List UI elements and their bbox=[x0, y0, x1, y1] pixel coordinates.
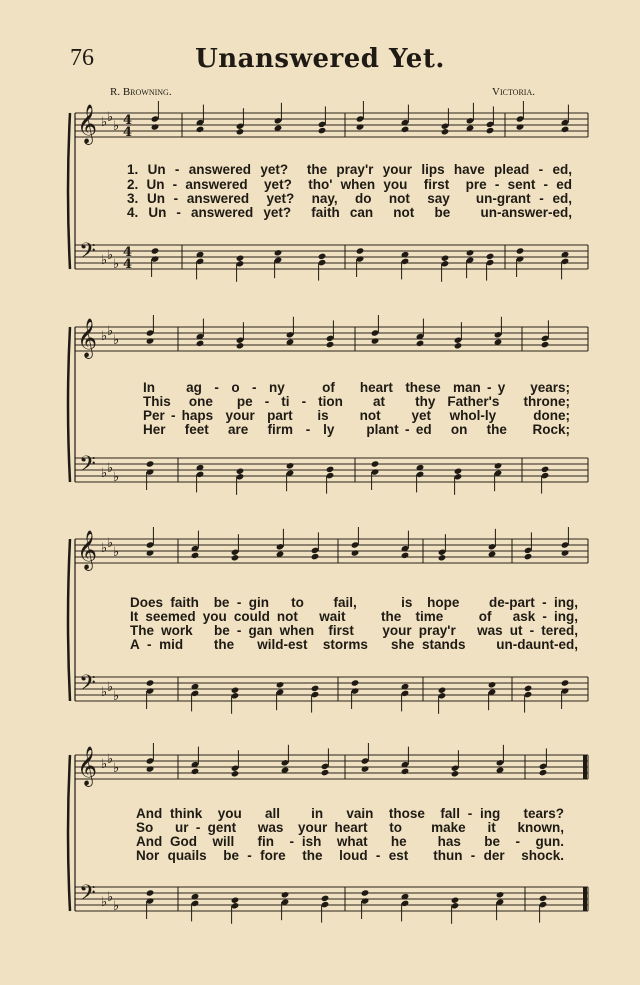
lyric-line: And God will fin - ish what he has be - gun. bbox=[136, 834, 564, 849]
flat-icon: ♭ bbox=[101, 685, 108, 700]
flat-icon: ♭ bbox=[101, 253, 108, 268]
time-signature: 4 bbox=[123, 125, 133, 140]
flat-icon: ♭ bbox=[101, 466, 108, 481]
flat-icon: ♭ bbox=[113, 470, 120, 485]
lyric-line: It seemed you could not wait the time of ask - ing, bbox=[130, 609, 578, 624]
note-head bbox=[321, 769, 330, 776]
flat-icon: ♭ bbox=[113, 899, 120, 914]
treble-clef-icon: 𝄞 bbox=[77, 530, 98, 570]
note-head bbox=[454, 468, 463, 475]
note-head bbox=[524, 685, 533, 692]
flat-icon: ♭ bbox=[101, 895, 108, 910]
note-head bbox=[561, 679, 570, 686]
time-signature: 4 bbox=[123, 257, 133, 272]
note-head bbox=[356, 123, 365, 130]
note-head bbox=[361, 889, 370, 896]
lyric-line: Her feet are firm - ly plant - ed on the Rock; bbox=[143, 422, 570, 437]
lyric-line: 3. Un - answered yet? nay, do not say un-grant - ed, bbox=[127, 191, 572, 206]
flat-icon: ♭ bbox=[101, 329, 108, 344]
flat-icon: ♭ bbox=[101, 115, 108, 130]
lyric-line: Does faith be - gin to fail, is hope de-part - ing, bbox=[130, 595, 578, 610]
note-head bbox=[561, 126, 570, 133]
note-head bbox=[451, 897, 460, 904]
brace bbox=[68, 755, 70, 911]
flat-icon: ♭ bbox=[107, 110, 114, 125]
note-head bbox=[311, 685, 320, 692]
note-head bbox=[196, 340, 205, 347]
note-head bbox=[236, 255, 245, 262]
note-head bbox=[236, 128, 245, 135]
note-head bbox=[236, 468, 245, 475]
note-head bbox=[274, 249, 283, 256]
flat-icon: ♭ bbox=[107, 461, 114, 476]
flat-icon: ♭ bbox=[107, 752, 114, 767]
lyric-line: 2. Un - answered yet? tho' when you first pre - sent - ed bbox=[127, 177, 572, 192]
note-head bbox=[326, 341, 335, 348]
note-head bbox=[146, 889, 155, 896]
note-head bbox=[361, 765, 370, 772]
lyric-line: The work be - gan when first your pray'r was ut - tered, bbox=[130, 623, 578, 638]
final-bar-line bbox=[583, 755, 587, 779]
note-head bbox=[281, 891, 290, 898]
note-head bbox=[466, 249, 475, 256]
page-number: 76 bbox=[70, 45, 94, 71]
note-head bbox=[318, 253, 327, 260]
note-head bbox=[371, 337, 380, 344]
flat-icon: ♭ bbox=[107, 680, 114, 695]
note-head bbox=[454, 342, 463, 349]
note-head bbox=[231, 554, 240, 561]
note-head bbox=[524, 553, 533, 560]
note-head bbox=[326, 466, 335, 473]
note-head bbox=[191, 768, 200, 775]
flat-icon: ♭ bbox=[113, 545, 120, 560]
note-head bbox=[321, 895, 330, 902]
flat-icon: ♭ bbox=[113, 761, 120, 776]
note-head bbox=[146, 337, 155, 344]
note-head bbox=[438, 687, 447, 694]
bass-clef-icon: 𝄢 bbox=[79, 239, 96, 269]
flat-icon: ♭ bbox=[107, 324, 114, 339]
note-head bbox=[441, 255, 450, 262]
note-head bbox=[401, 126, 410, 133]
treble-clef-icon: 𝄞 bbox=[77, 318, 98, 358]
lyric-line: This one pe - ti - tion at thy Father's throne; bbox=[143, 394, 570, 409]
treble-clef-icon: 𝄞 bbox=[77, 104, 98, 144]
note-head bbox=[494, 462, 503, 469]
tune-name: Victoria. bbox=[492, 86, 535, 98]
note-head bbox=[146, 549, 155, 556]
flat-icon: ♭ bbox=[113, 333, 120, 348]
lyric-line: 4. Un - answered yet? faith can not be un-answer-ed, bbox=[127, 205, 572, 220]
author-credit: R. Browning. bbox=[110, 86, 172, 98]
note-head bbox=[496, 891, 505, 898]
note-head bbox=[539, 895, 548, 902]
note-head bbox=[146, 679, 155, 686]
treble-staff bbox=[75, 113, 588, 137]
final-bar-line bbox=[583, 887, 587, 911]
flat-icon: ♭ bbox=[101, 757, 108, 772]
lyric-line: Nor quails be - fore the loud - est thun - der shock. bbox=[136, 848, 564, 863]
note-head bbox=[351, 549, 360, 556]
note-head bbox=[438, 554, 447, 561]
note-head bbox=[401, 552, 410, 559]
note-head bbox=[561, 549, 570, 556]
flat-icon: ♭ bbox=[107, 248, 114, 263]
flat-icon: ♭ bbox=[107, 890, 114, 905]
note-head bbox=[516, 123, 525, 130]
note-head bbox=[311, 553, 320, 560]
note-head bbox=[191, 552, 200, 559]
note-head bbox=[276, 681, 285, 688]
note-head bbox=[231, 687, 240, 694]
lyric-line: Per - haps your part is not yet whol-ly done; bbox=[143, 408, 570, 423]
bass-clef-icon: 𝄢 bbox=[79, 881, 96, 911]
lyric-line: A - mid the wild-est storms she stands un-daunt-ed, bbox=[130, 637, 578, 652]
treble-clef-icon: 𝄞 bbox=[77, 746, 98, 786]
note-head bbox=[539, 769, 548, 776]
flat-icon: ♭ bbox=[101, 541, 108, 556]
brace bbox=[68, 539, 70, 701]
flat-icon: ♭ bbox=[113, 257, 120, 272]
hymn-title: Unanswered Yet. bbox=[195, 44, 445, 74]
bass-clef-icon: 𝄢 bbox=[79, 452, 96, 482]
note-head bbox=[356, 247, 365, 254]
brace bbox=[68, 327, 70, 482]
note-head bbox=[486, 253, 495, 260]
note-head bbox=[488, 681, 497, 688]
note-head bbox=[286, 462, 295, 469]
note-head bbox=[151, 247, 160, 254]
lyric-line: And think you all in vain those fall - ing tears? bbox=[136, 806, 564, 821]
note-head bbox=[541, 466, 550, 473]
note-head bbox=[351, 679, 360, 686]
note-head bbox=[401, 768, 410, 775]
note-head bbox=[451, 770, 460, 777]
lyric-line: In ag - o - ny of heart these man - y years; bbox=[143, 380, 570, 395]
note-head bbox=[196, 126, 205, 133]
note-head bbox=[516, 247, 525, 254]
lyric-line: So ur - gent was your heart to make it known, bbox=[136, 820, 564, 835]
note-head bbox=[231, 897, 240, 904]
brace bbox=[68, 113, 70, 269]
time-signature: 4 bbox=[123, 245, 133, 260]
note-head bbox=[146, 765, 155, 772]
note-head bbox=[231, 770, 240, 777]
note-head bbox=[318, 127, 327, 134]
note-head bbox=[486, 127, 495, 134]
flat-icon: ♭ bbox=[113, 689, 120, 704]
note-head bbox=[371, 460, 380, 467]
flat-icon: ♭ bbox=[107, 536, 114, 551]
note-head bbox=[236, 342, 245, 349]
note-head bbox=[441, 128, 450, 135]
bass-clef-icon: 𝄢 bbox=[79, 671, 96, 701]
note-head bbox=[146, 460, 155, 467]
note-head bbox=[416, 340, 425, 347]
note-head bbox=[151, 123, 160, 130]
note-head bbox=[541, 341, 550, 348]
time-signature: 4 bbox=[123, 113, 133, 128]
flat-icon: ♭ bbox=[113, 119, 120, 134]
lyric-line: 1. Un - answered yet? the pray'r your lips have plead - ed, bbox=[127, 162, 572, 177]
